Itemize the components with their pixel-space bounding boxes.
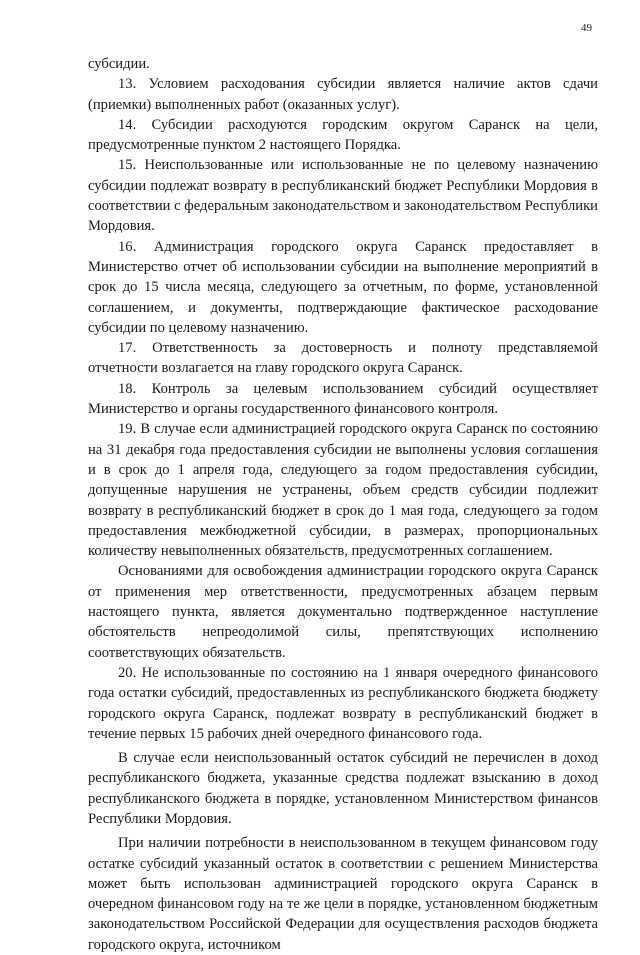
paragraph-clause-19-exemption: Основаниями для освобождения администрации городского округа Саранск от применения мер ответственности, предусмотренных абзацем первым настоящего пункта, является документально подтвержденное наступление обстоятельств непреодолимой силы, препятствующих исполнению соответствующих обязательств. bbox=[88, 563, 598, 661]
paragraph-clause-17: 17. Ответственность за достоверность и полноту представляемой отчетности возлагается на главу городского округа Саранск. bbox=[88, 340, 598, 377]
document-body bbox=[88, 54, 598, 955]
paragraph-continuation: субсидии. bbox=[88, 56, 150, 72]
paragraph-clause-20: 20. Не использованные по состоянию на 1 января очередного финансового года остатки субсидий, предоставленных из республиканского бюджета бюджету городского округа Саранск, подлежат возврату в республиканский бюджет в течение первых 15 рабочих дней очередного финансового года. bbox=[88, 664, 598, 742]
paragraph-clause-20-reuse: При наличии потребности в неиспользованном в текущем финансовом году остатке субсидий указанный остаток в соответствии с решением Министерства может быть использован администрацией городского округа Саранск в очередном финансовом году на те же цели в порядке, установленном бюджетным законодательством Российской Федерации для осуществления расходов бюджета городского округа, источником bbox=[88, 835, 598, 953]
paragraph-clause-16: 16. Администрация городского округа Саранск предоставляет в Министерство отчет об использовании субсидии на выполнение мероприятий в срок до 15 числа месяца, следующего за отчетным, по форме, установленной соглашением, и документы, подтверждающие фактическое расходование субсидии по целевому назначению. bbox=[88, 238, 598, 336]
paragraph-clause-19: 19. В случае если администрацией городского округа Саранск по состоянию на 31 декабря года предоставления субсидии не выполнены условия соглашения и в срок до 1 апреля года, следующего за годом предоставления субсидии, допущенные нарушения не устранены, объем средств субсидии подлежит возврату в республиканский бюджет в срок до 1 мая года, следующего за годом предоставления межбюджетной субсидии, в размерах, пропорциональных количеству невыполненных обязательств, предусмотренных соглашением. bbox=[88, 421, 598, 560]
paragraph-clause-20-recovery: В случае если неиспользованный остаток субсидий не перечислен в доход республиканского бюджета, указанные средства подлежат взысканию в доход республиканского бюджета в порядке, установленном Министерством финансов Республики Мордовия. bbox=[88, 750, 598, 827]
paragraph-clause-13: 13. Условием расходования субсидии является наличие актов сдачи (приемки) выполненных работ (оказанных услуг). bbox=[88, 76, 598, 113]
paragraph-clause-14: 14. Субсидии расходуются городским округом Саранск на цели, предусмотренные пунктом 2 настоящего Порядка. bbox=[88, 116, 598, 154]
page-number: 49 bbox=[581, 22, 592, 34]
paragraph-clause-18: 18. Контроль за целевым использованием субсидий осуществляет Министерство и органы государственного финансового контроля. bbox=[88, 380, 598, 418]
paragraph-clause-15: 15. Неиспользованные или использованные не по целевому назначению субсидии подлежат возврату в республиканский бюджет Республики Мордовия в соответствии с федеральным законодательством и законодательством Республики Мордовия. bbox=[88, 157, 598, 235]
